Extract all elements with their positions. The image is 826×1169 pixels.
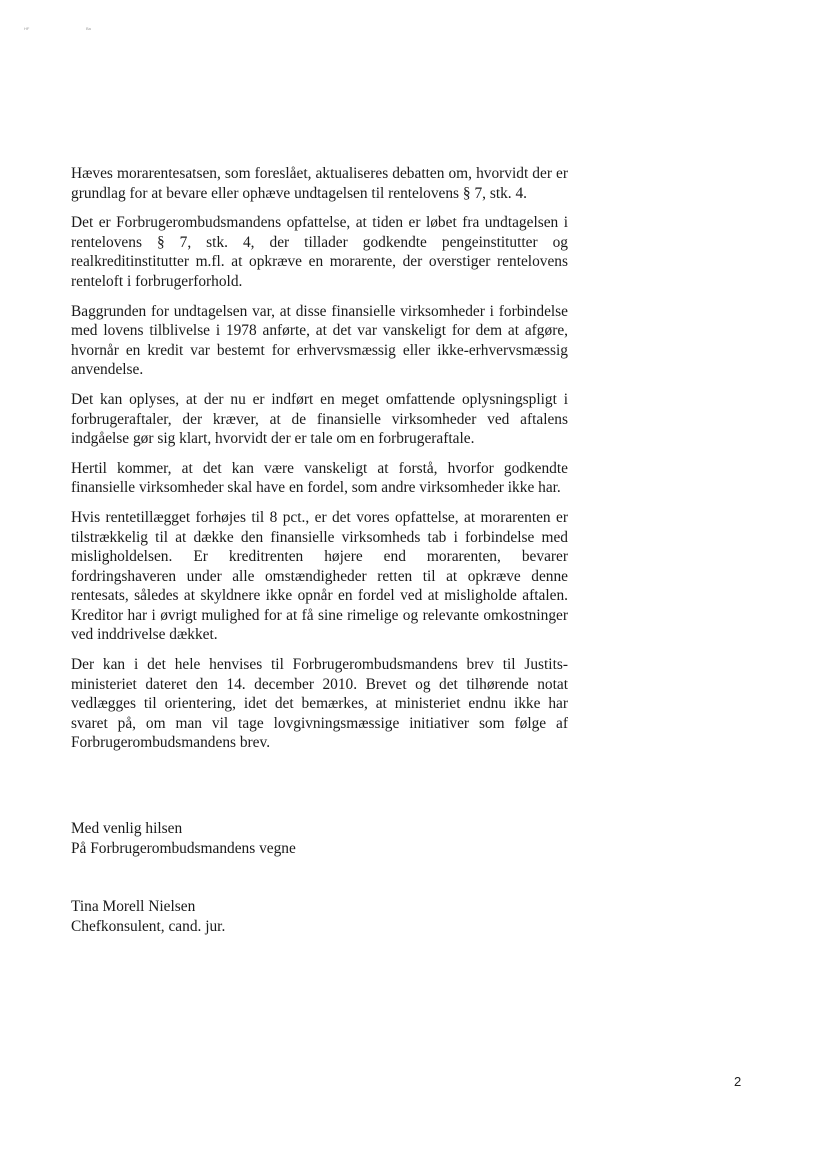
signature-block	[71, 897, 225, 937]
paragraph-4: Det kan oplyses, at der nu er indført en meget omfattende oplysningspligt i forbrugeraftaler, der kræver, at de finansielle virksomheder ved aftalens indgåelse gør sig klart, hvorvidt der er tale om en forbrugeraftale.	[71, 390, 568, 448]
paragraph-7: Der kan i det hele henvises til Forbrugerombudsmandens brev til Justitsministeriet dateret den 14. december 2010. Brevet og det tilhørende notat vedlægges til orientering, idet det bemærkes, at ministeriet endnu ikke har svaret på, om man vil tage lovgivningsmæssige initiativer som følge af Forbrugerombudsmandens brev.	[71, 656, 568, 752]
paragraph-6: Hvis rentetillægget forhøjes til 8 pct., er det vores opfattelse, at morarenten er tilstrækkelig til at dække den finansielle virksomheds tab i forbindelse med misligholdelsen. Er kreditrenten højere end morarenten, bevarer fordringshaveren under alle omstændigheder retten til at opkræve denne rentesats, således at skyldnere ikke opnår en fordel ved at misligholde aftalen. Kreditor har i øvrigt mulighed for at få sine rimelige og relevante omkostninger ved inddrivelse dækket.	[71, 508, 568, 644]
closing-on-behalf: På Forbrugerombudsmandens vegne	[71, 840, 296, 857]
paragraph-2: Det er Forbrugerombudsmandens opfattelse, at tiden er løbet fra undtagelsen i rentelovens § 7, stk. 4, der tillader godkendte pengeinstitutter og realkreditinstitutter m.fl. at opkræve en morarente, der overstiger rentelovens renteloft i forbrugerforhold.	[71, 214, 568, 290]
signature-title: Chefkonsulent, cand. jur.	[71, 918, 226, 935]
paragraph-1: Hæves morarentesatsen, som foreslået, aktualiseres debatten om, hvorvidt der er grundlag for at bevare eller ophæve undtagelsen til rentelovens § 7, stk. 4.	[71, 165, 568, 202]
paragraph-5: Hertil kommer, at det kan være vanskeligt at forstå, hvorfor godkendte finansielle virksomheder skal have en fordel, som andre virksomheder ikke har.	[71, 459, 568, 497]
closing-greeting: Med venlig hilsen	[71, 820, 183, 837]
letter-body	[71, 164, 568, 763]
paragraph-3: Baggrunden for undtagelsen var, at disse finansielle virksomheder i forbindelse med lovens tilblivelse i 1978 anførte, at det var vanskeligt for dem at afgøre, hvornår en kredit var bestemt for erhvervsmæssig eller ikke-erhvervsmæssig anvendelse.	[71, 302, 568, 379]
closing-block	[71, 819, 296, 859]
header-mark-left: HF	[24, 26, 30, 31]
page-number: 2	[734, 1074, 742, 1089]
header-mark-right: Ba	[86, 26, 91, 31]
signature-name: Tina Morell Nielsen	[71, 898, 196, 915]
